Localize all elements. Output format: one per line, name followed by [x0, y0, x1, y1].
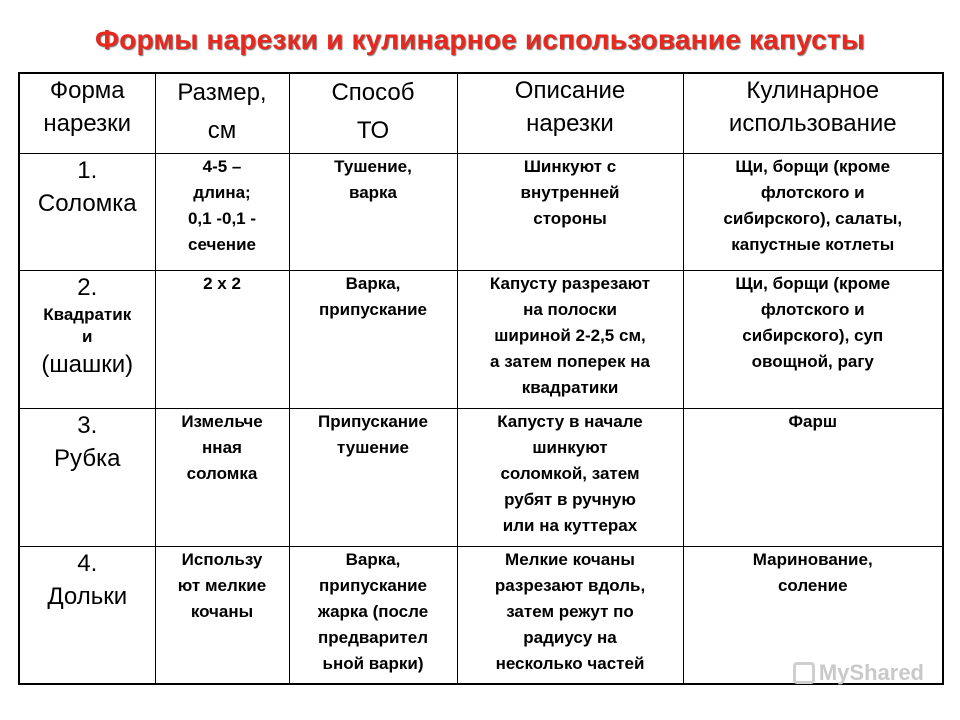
cell-size: 2 х 2 — [155, 270, 289, 408]
cell-form: 1. Соломка — [19, 153, 155, 270]
cell-use: Фарш — [683, 408, 943, 546]
cell-description: Мелкие кочаны разрезают вдоль, затем режут по радиусу на несколько частей — [457, 546, 683, 684]
cell-use: Щи, борщи (кроме флотского и сибирского), суп овощной, рагу — [683, 270, 943, 408]
cell-description: Шинкуют с внутренней стороны — [457, 153, 683, 270]
header-description: Описание нарезки — [457, 73, 683, 153]
header-method: Способ ТО — [289, 73, 457, 153]
cell-size: Использу ют мелкие кочаны — [155, 546, 289, 684]
cell-size: Измельче нная соломка — [155, 408, 289, 546]
cell-description: Капусту разрезают на полоски шириной 2-2,5 см, а затем поперек на квадратики — [457, 270, 683, 408]
cabbage-cutting-table — [18, 72, 944, 685]
table-row — [19, 153, 943, 270]
header-form: Форма нарезки — [19, 73, 155, 153]
watermark — [793, 660, 924, 686]
table-row — [19, 270, 943, 408]
page-title: Формы нарезки и кулинарное использование капусты — [95, 24, 865, 55]
cell-use: Щи, борщи (кроме флотского и сибирского), салаты, капустные котлеты — [683, 153, 943, 270]
cell-form: 3. Рубка — [19, 408, 155, 546]
watermark-text: MyShared — [818, 660, 924, 685]
cell-method: Припускание тушение — [289, 408, 457, 546]
cell-form: 2. Квадратик и (шашки) — [19, 270, 155, 408]
cell-description: Капусту в начале шинкуют соломкой, затем рубят в ручную или на куттерах — [457, 408, 683, 546]
cell-size: 4-5 – длина; 0,1 -0,1 - сечение — [155, 153, 289, 270]
cell-method: Тушение, варка — [289, 153, 457, 270]
cell-method: Варка, припускание жарка (после предварител ьной варки) — [289, 546, 457, 684]
table-row — [19, 408, 943, 546]
cell-form: 4. Дольки — [19, 546, 155, 684]
header-size: Размер, см — [155, 73, 289, 153]
cell-use: Маринование, соление — [683, 546, 943, 684]
myshared-logo-icon — [793, 662, 815, 684]
header-row — [19, 73, 943, 153]
cell-method: Варка, припускание — [289, 270, 457, 408]
header-use: Кулинарное использование — [683, 73, 943, 153]
